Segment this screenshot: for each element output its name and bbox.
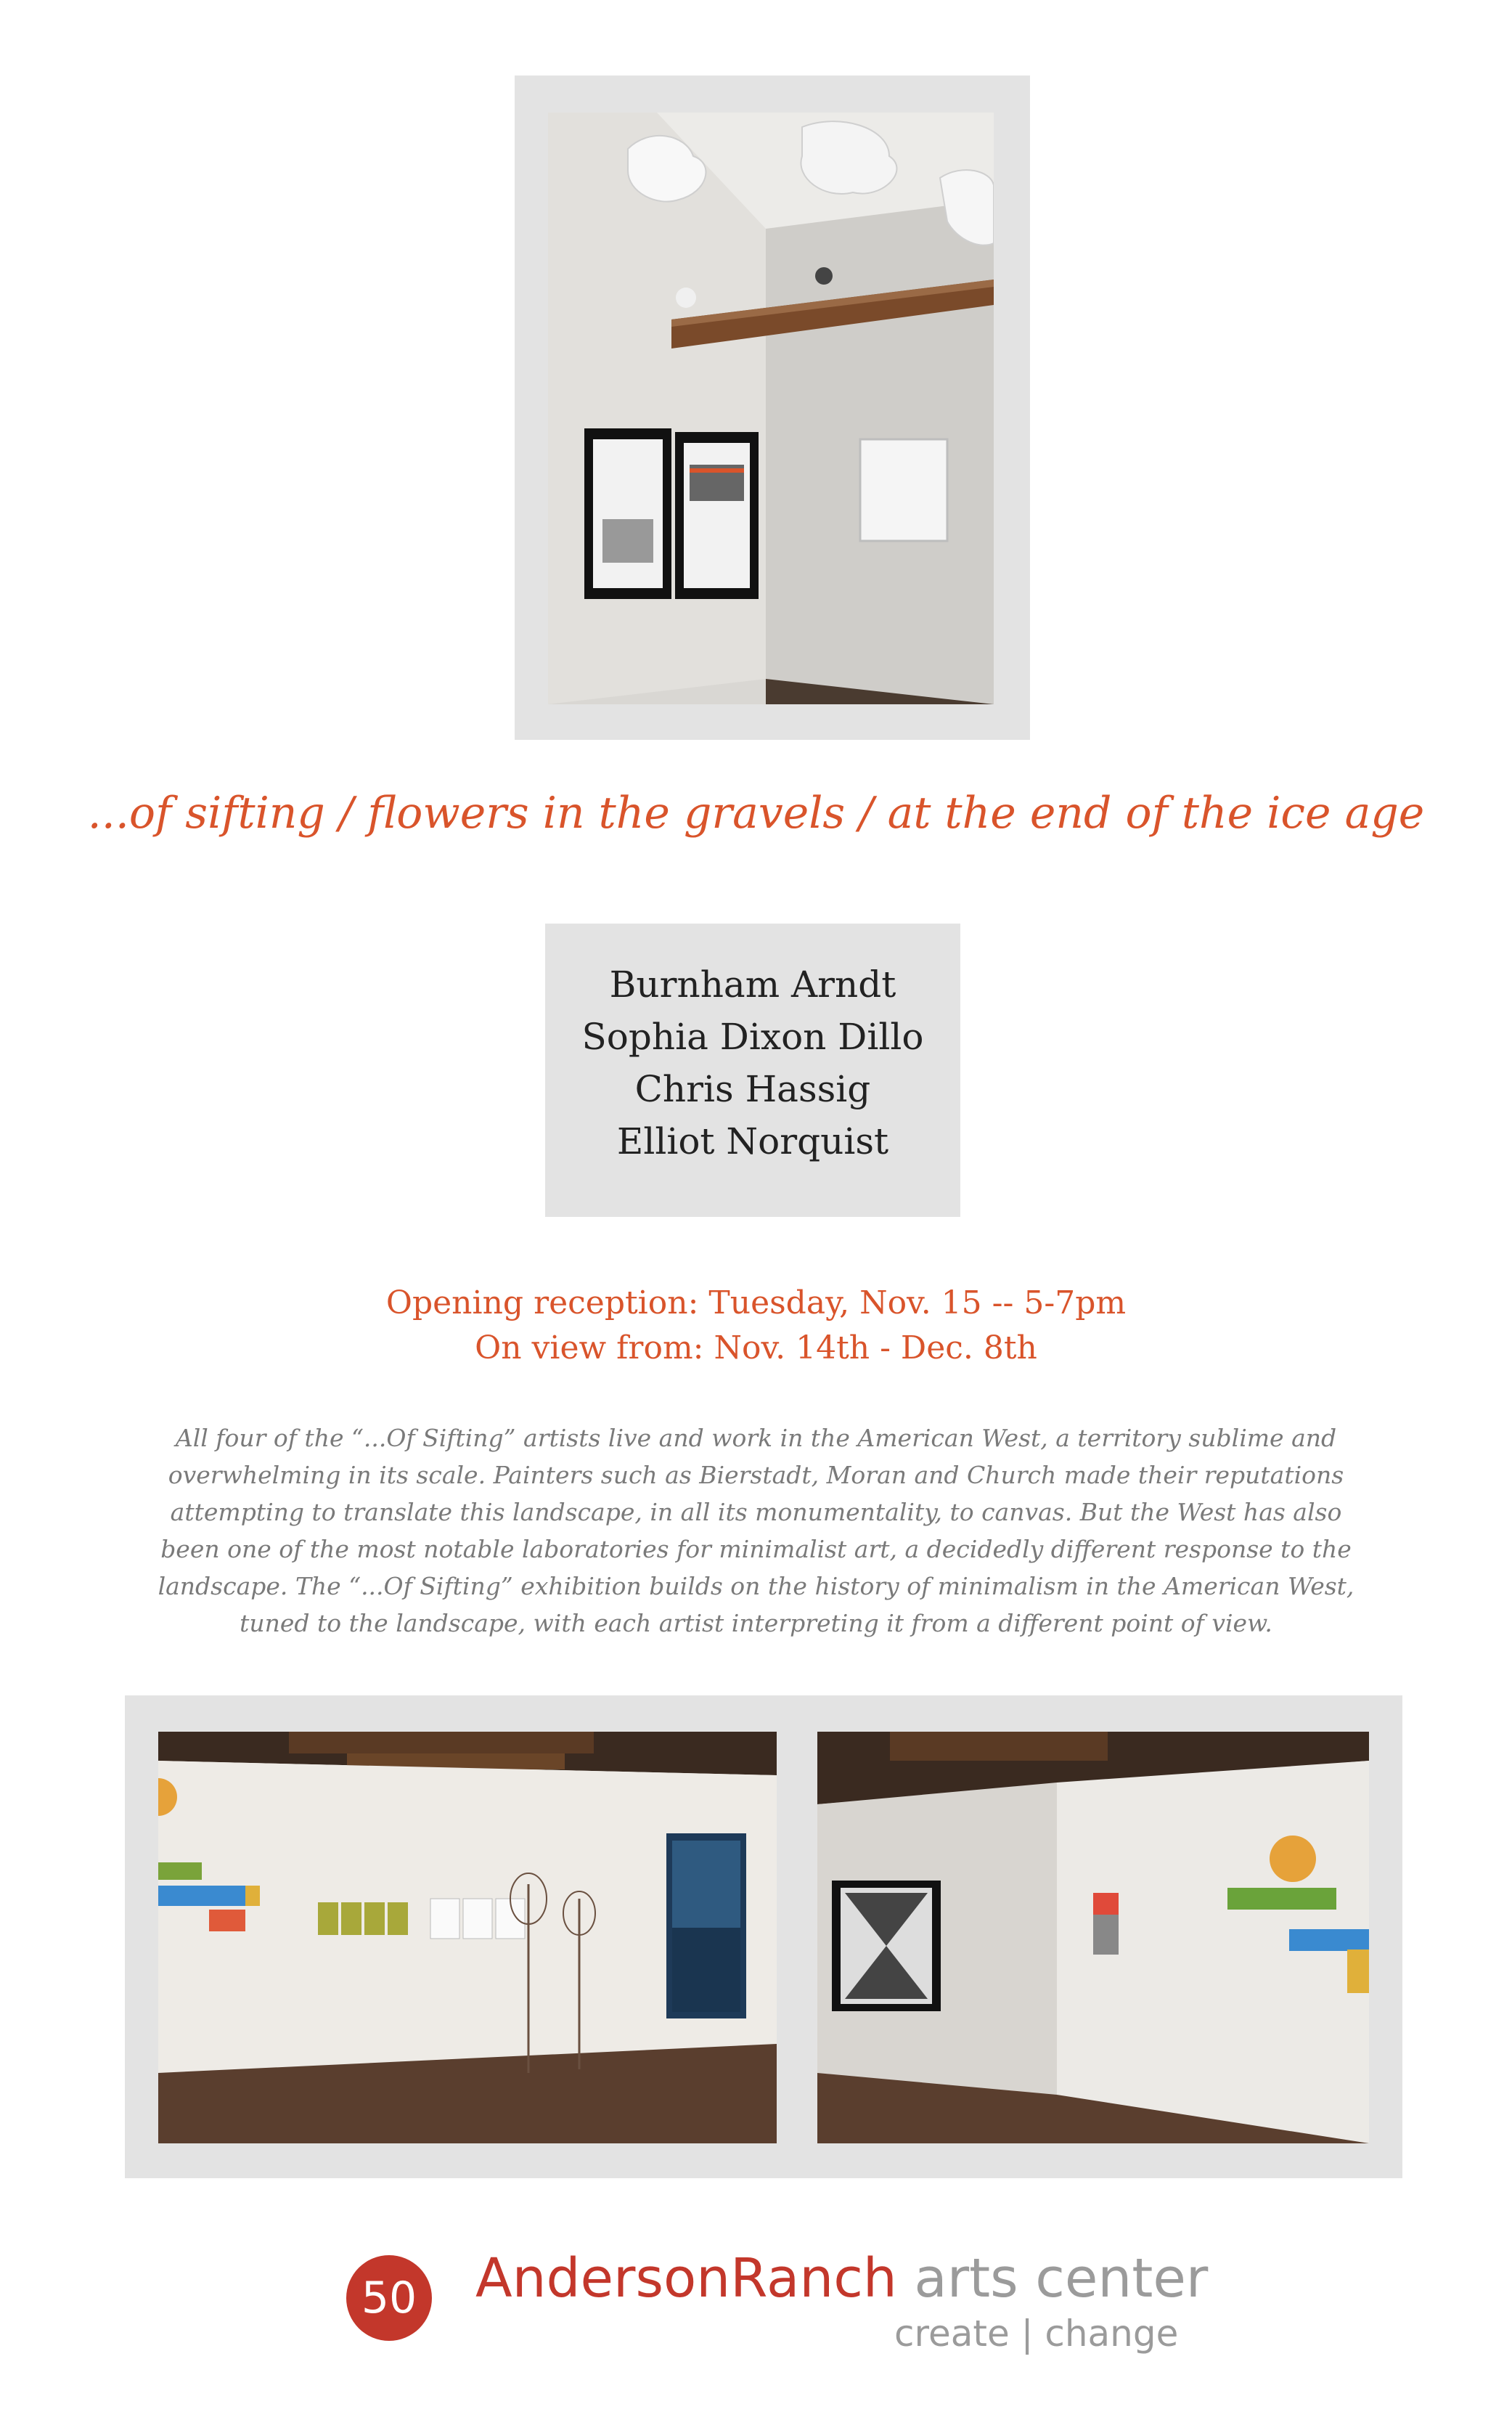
artist-name: Elliot Norquist bbox=[616, 1120, 889, 1162]
brand-primary: AndersonRanch bbox=[475, 2247, 897, 2310]
artist-name: Sophia Dixon Dillo bbox=[581, 1016, 924, 1058]
artist-name: Burnham Arndt bbox=[609, 963, 896, 1006]
artists-list bbox=[545, 958, 960, 1168]
artists-box bbox=[545, 924, 960, 1217]
gallery-photo-corner bbox=[548, 113, 994, 704]
brand-tagline: create | change bbox=[894, 2313, 1179, 2355]
artist-name: Chris Hassig bbox=[634, 1068, 871, 1110]
exhibition-title: ...of sifting / flowers in the gravels / at the end of the ice age bbox=[87, 788, 1425, 839]
gallery-photo-right bbox=[817, 1732, 1369, 2143]
opening-reception: Opening reception: Tuesday, Nov. 15 -- 5-7pm bbox=[385, 1284, 1127, 1321]
brand-secondary: arts center bbox=[914, 2247, 1209, 2310]
on-view-dates: On view from: Nov. 14th - Dec. 8th bbox=[475, 1329, 1037, 1366]
anniversary-badge: 50 bbox=[346, 2255, 432, 2341]
reception-info bbox=[0, 1281, 1512, 1371]
gallery-photo-left bbox=[158, 1732, 777, 2143]
brand-name bbox=[475, 2246, 1208, 2311]
exhibition-description: All four of the “...Of Sifting” artists live and work in the American West, a territory sublime and overwhelming in its scale. Painters such as Bierstadt, Moran and Church made their reputations attempting to translate this landscape, in all its monumentality, to canvas. But the West has also been one of the most notable laboratories for minimalist art, a decidedly different response to the landscape. The “...Of Sifting” exhibition builds on the history of minimalism in the American West, tuned to the landscape, with each artist interpreting it from a different point of view. bbox=[158, 1424, 1354, 1637]
